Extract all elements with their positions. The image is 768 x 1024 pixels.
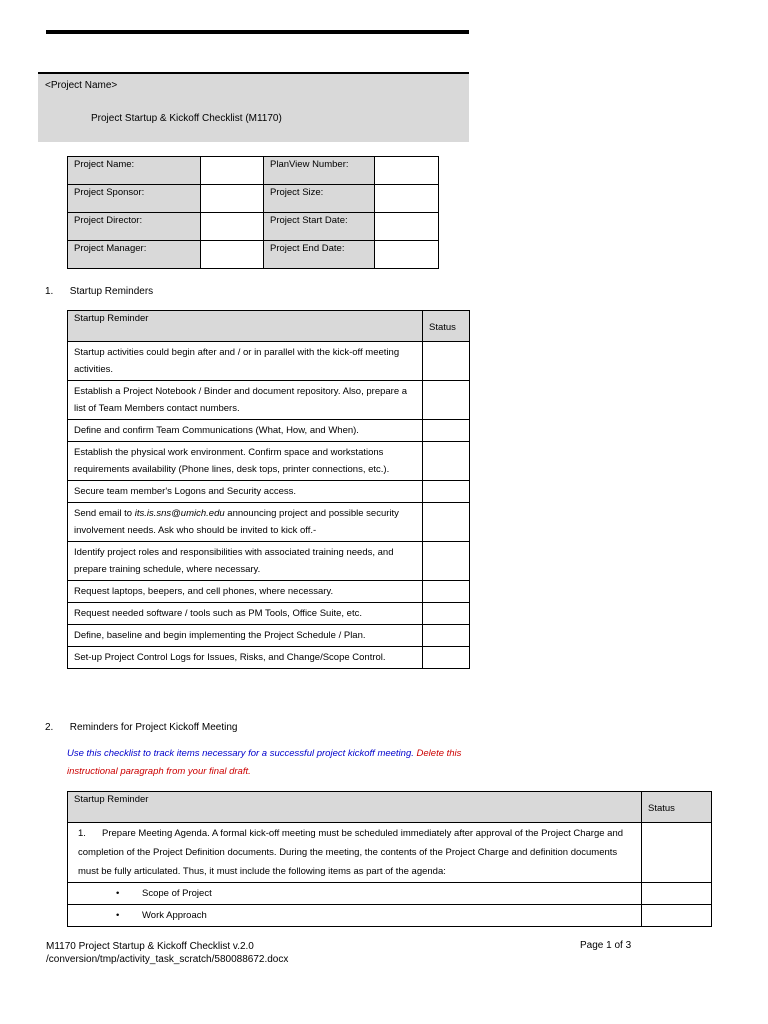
table-row xyxy=(68,342,470,381)
info-value-cell[interactable] xyxy=(201,241,264,269)
info-value-cell[interactable] xyxy=(201,185,264,213)
reminder-text: Request laptops, beepers, and cell phones, where necessary. xyxy=(68,581,423,603)
section-number: 2. xyxy=(45,722,54,733)
bullet-glyph: • xyxy=(116,888,120,899)
status-cell[interactable] xyxy=(423,542,470,581)
reminder-text: Startup activities could begin after and / or in parallel with the kick-off meeting activities. xyxy=(68,342,423,381)
reminder-text: Establish a Project Notebook / Binder and document repository. Also, prepare a list of Team Members contact numbers. xyxy=(68,381,423,420)
startup-reminders-table xyxy=(67,310,470,669)
table-header-row xyxy=(68,792,712,823)
kickoff-reminders-table xyxy=(67,791,712,927)
table-row xyxy=(68,581,470,603)
column-header-reminder: Startup Reminder xyxy=(68,311,423,342)
bullet-text: Scope of Project xyxy=(142,888,212,899)
bullet-item xyxy=(68,905,642,927)
table-row xyxy=(68,603,470,625)
table-row xyxy=(68,481,470,503)
section-number: 1. xyxy=(45,286,54,297)
column-header-status: Status xyxy=(642,792,712,823)
project-name-placeholder: <Project Name> xyxy=(45,80,118,91)
email-link[interactable]: its.is.sns@umich.edu xyxy=(134,508,225,519)
column-header-status: Status xyxy=(423,311,470,342)
email-row-prefix: Send email to xyxy=(74,508,135,519)
info-value-cell[interactable] xyxy=(201,213,264,241)
reminder-text: Request needed software / tools such as PM Tools, Office Suite, etc. xyxy=(68,603,423,625)
table-row xyxy=(68,625,470,647)
status-cell[interactable] xyxy=(423,381,470,420)
info-label: Project Start Date: xyxy=(264,213,375,241)
table-row xyxy=(68,420,470,442)
info-label: Project Manager: xyxy=(68,241,201,269)
info-value-cell[interactable] xyxy=(375,157,439,185)
section-title: Reminders for Project Kickoff Meeting xyxy=(69,722,238,733)
reminder-text: Establish the physical work environment. Confirm space and workstations requirements availability (Phone lines, desk tops, printer connections, etc.). xyxy=(68,442,423,481)
footer-doc-info xyxy=(46,940,288,966)
status-cell[interactable] xyxy=(423,503,470,542)
reminder-text: Define and confirm Team Communications (What, How, and When). xyxy=(68,420,423,442)
status-cell[interactable] xyxy=(423,603,470,625)
reminder-text: Define, baseline and begin implementing the Project Schedule / Plan. xyxy=(68,625,423,647)
info-value-cell[interactable] xyxy=(201,157,264,185)
info-row xyxy=(68,185,439,213)
column-header-reminder: Startup Reminder xyxy=(68,792,642,823)
section-title: Startup Reminders xyxy=(69,286,154,297)
bullet-item xyxy=(68,883,642,905)
reminder-text: Secure team member's Logons and Security access. xyxy=(68,481,423,503)
agenda-number: 1. xyxy=(78,828,86,839)
email-row-suffix: announcing project and possible security involvement needs. Ask who should be invited to kick off.- xyxy=(74,508,399,536)
status-cell[interactable] xyxy=(423,342,470,381)
instruction-blue-text: Use this checklist to track items necessary for a successful project kickoff meeting. xyxy=(67,748,414,759)
info-label: PlanView Number: xyxy=(264,157,375,185)
top-rule xyxy=(46,30,469,34)
table-row xyxy=(68,381,470,420)
status-cell[interactable] xyxy=(642,883,712,905)
info-value-cell[interactable] xyxy=(375,213,439,241)
info-label: Project Director: xyxy=(68,213,201,241)
reminder-text-email-row xyxy=(68,503,423,542)
reminder-text: Identify project roles and responsibilities with associated training needs, and prepare training schedule, where necessary. xyxy=(68,542,423,581)
table-row xyxy=(68,647,470,669)
info-value-cell[interactable] xyxy=(375,185,439,213)
status-cell[interactable] xyxy=(423,442,470,481)
instruction-red-text: Delete this instructional paragraph from your final draft. xyxy=(67,748,462,777)
footer-page-number: Page 1 of 3 xyxy=(580,940,632,951)
agenda-item xyxy=(68,823,642,883)
info-label: Project Name: xyxy=(68,157,201,185)
status-cell[interactable] xyxy=(423,625,470,647)
reminder-text: Set-up Project Control Logs for Issues, Risks, and Change/Scope Control. xyxy=(68,647,423,669)
section-2-heading xyxy=(45,722,237,733)
table-row xyxy=(68,503,470,542)
table-row xyxy=(68,883,712,905)
bullet-text: Work Approach xyxy=(142,910,207,921)
status-cell[interactable] xyxy=(423,481,470,503)
agenda-text: Prepare Meeting Agenda. A formal kick-off meeting must be scheduled immediately after approval of the Project Charge and completion of the Project Definition documents. During the meeting, the contents of the Project Charge and definition documents must be fully articulated. Thus, it must include the following items as part of the agenda: xyxy=(78,828,624,877)
status-cell[interactable] xyxy=(642,823,712,883)
status-cell[interactable] xyxy=(423,581,470,603)
footer-file-path: /conversion/tmp/activity_task_scratch/580088672.docx xyxy=(46,954,289,965)
info-value-cell[interactable] xyxy=(375,241,439,269)
instruction-paragraph xyxy=(67,745,487,781)
info-row xyxy=(68,241,439,269)
table-row xyxy=(68,905,712,927)
bullet-glyph: • xyxy=(116,910,120,921)
table-row xyxy=(68,542,470,581)
info-row xyxy=(68,213,439,241)
table-header-row xyxy=(68,311,470,342)
project-info-table xyxy=(67,156,439,269)
status-cell[interactable] xyxy=(423,647,470,669)
status-cell[interactable] xyxy=(423,420,470,442)
document-title: Project Startup & Kickoff Checklist (M1170) xyxy=(91,113,282,124)
footer-doc-title: M1170 Project Startup & Kickoff Checklist v.2.0 xyxy=(46,941,254,952)
info-label: Project Size: xyxy=(264,185,375,213)
table-row xyxy=(68,442,470,481)
info-label: Project Sponsor: xyxy=(68,185,201,213)
table-row xyxy=(68,823,712,883)
status-cell[interactable] xyxy=(642,905,712,927)
section-1-heading xyxy=(45,286,153,297)
info-row xyxy=(68,157,439,185)
info-label: Project End Date: xyxy=(264,241,375,269)
